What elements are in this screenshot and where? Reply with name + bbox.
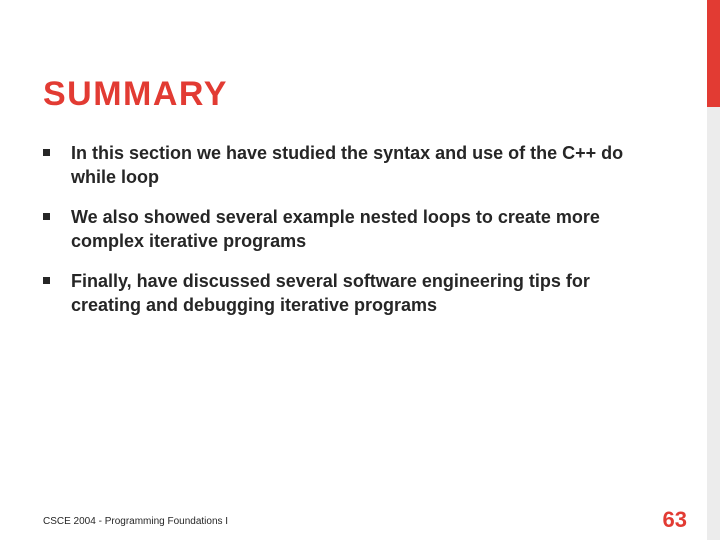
square-bullet-icon [43, 213, 50, 220]
square-bullet-icon [43, 277, 50, 284]
accent-bar-gray [707, 107, 720, 540]
bullet-item [43, 141, 643, 189]
bullet-item [43, 269, 643, 317]
bullet-text: In this section we have studied the syntax and use of the C++ do while loop [71, 143, 624, 187]
square-bullet-icon [43, 149, 50, 156]
bullet-text: We also showed several example nested loops to create more complex iterative programs [71, 207, 600, 251]
bullet-item [43, 205, 643, 253]
bullet-text: Finally, have discussed several software engineering tips for creating and debugging iterative programs [71, 271, 590, 315]
slide-footer: CSCE 2004 - Programming Foundations I [43, 516, 229, 527]
accent-bar-red [707, 0, 720, 107]
bullet-list [43, 141, 643, 333]
page-number: 63 [662, 507, 687, 532]
slide-title: SUMMARY [43, 75, 228, 113]
